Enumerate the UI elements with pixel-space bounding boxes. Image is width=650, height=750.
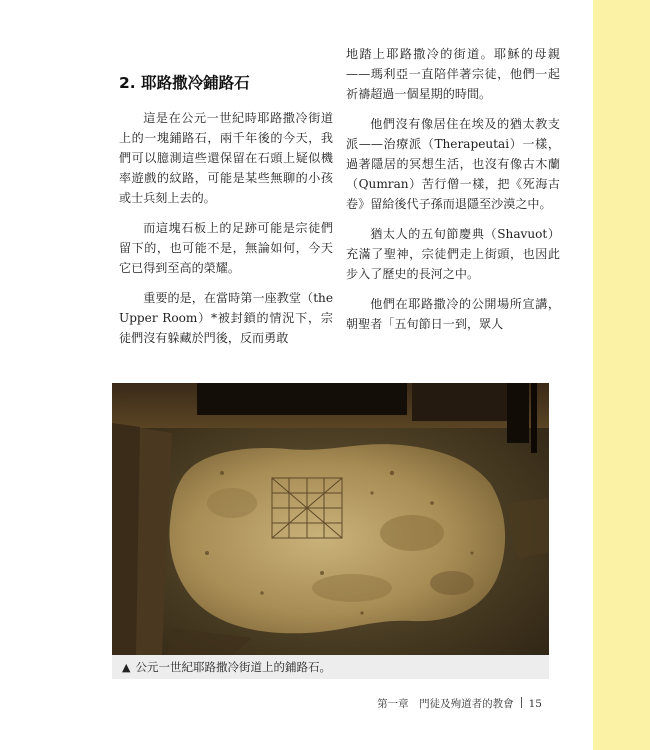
right-paragraph-3: 猶太人的五旬節慶典（Shavuot）充滿了聖神，宗徒們走上街頭，也因此步入了歷史的長河之中。 <box>346 227 560 281</box>
photo-caption <box>112 655 549 679</box>
paving-stone-photo <box>112 383 549 655</box>
right-paragraph-2: 他們沒有像居住在埃及的猶太教支派——治療派（Therapeutai）一樣，過著隱居的冥想生活，也沒有像古木蘭（Qumran）苦行僧一樣，把《死海古卷》留給後代子孫而退隱至沙漠之中。 <box>346 117 560 211</box>
page-edge-strip <box>593 0 650 750</box>
right-column <box>346 44 560 334</box>
page-number: 15 <box>528 698 542 710</box>
left-paragraph-3: 重要的是，在當時第一座教堂（the Upper Room）*被封鎖的情況下，宗徒們沒有躲藏於門後，反而勇敢 <box>119 291 333 345</box>
caption-text: 公元一世紀耶路撒冷街道上的鋪路石。 <box>135 660 331 674</box>
page-footer <box>377 697 542 711</box>
left-paragraph-1: 這是在公元一世紀時耶路撒冷街道上的一塊鋪路石，兩千年後的今天，我們可以臆測這些還保留在石頭上疑似機率遊戲的紋路，可能是某些無聊的小孩或士兵刻上去的。 <box>119 111 333 205</box>
left-column <box>119 108 333 348</box>
right-paragraph-1: 地踏上耶路撒冷的街道。耶穌的母親——瑪利亞一直陪伴著宗徒，他們一起祈禱超過一個星期的時間。 <box>346 47 560 101</box>
caption-triangle-icon: ▲ <box>122 661 131 674</box>
section-heading: 2. 耶路撒冷鋪路石 <box>119 74 250 92</box>
right-paragraph-4: 他們在耶路撒冷的公開場所宣講，朝聖者「五旬節日一到，眾人 <box>346 297 560 331</box>
left-paragraph-2: 而這塊石板上的足跡可能是宗徒們留下的，也可能不是，無論如何，今天它已得到至高的榮耀。 <box>119 221 333 275</box>
footer-chapter-title: 第一章 門徒及殉道者的教會 <box>377 698 514 710</box>
footer-divider <box>521 697 522 708</box>
